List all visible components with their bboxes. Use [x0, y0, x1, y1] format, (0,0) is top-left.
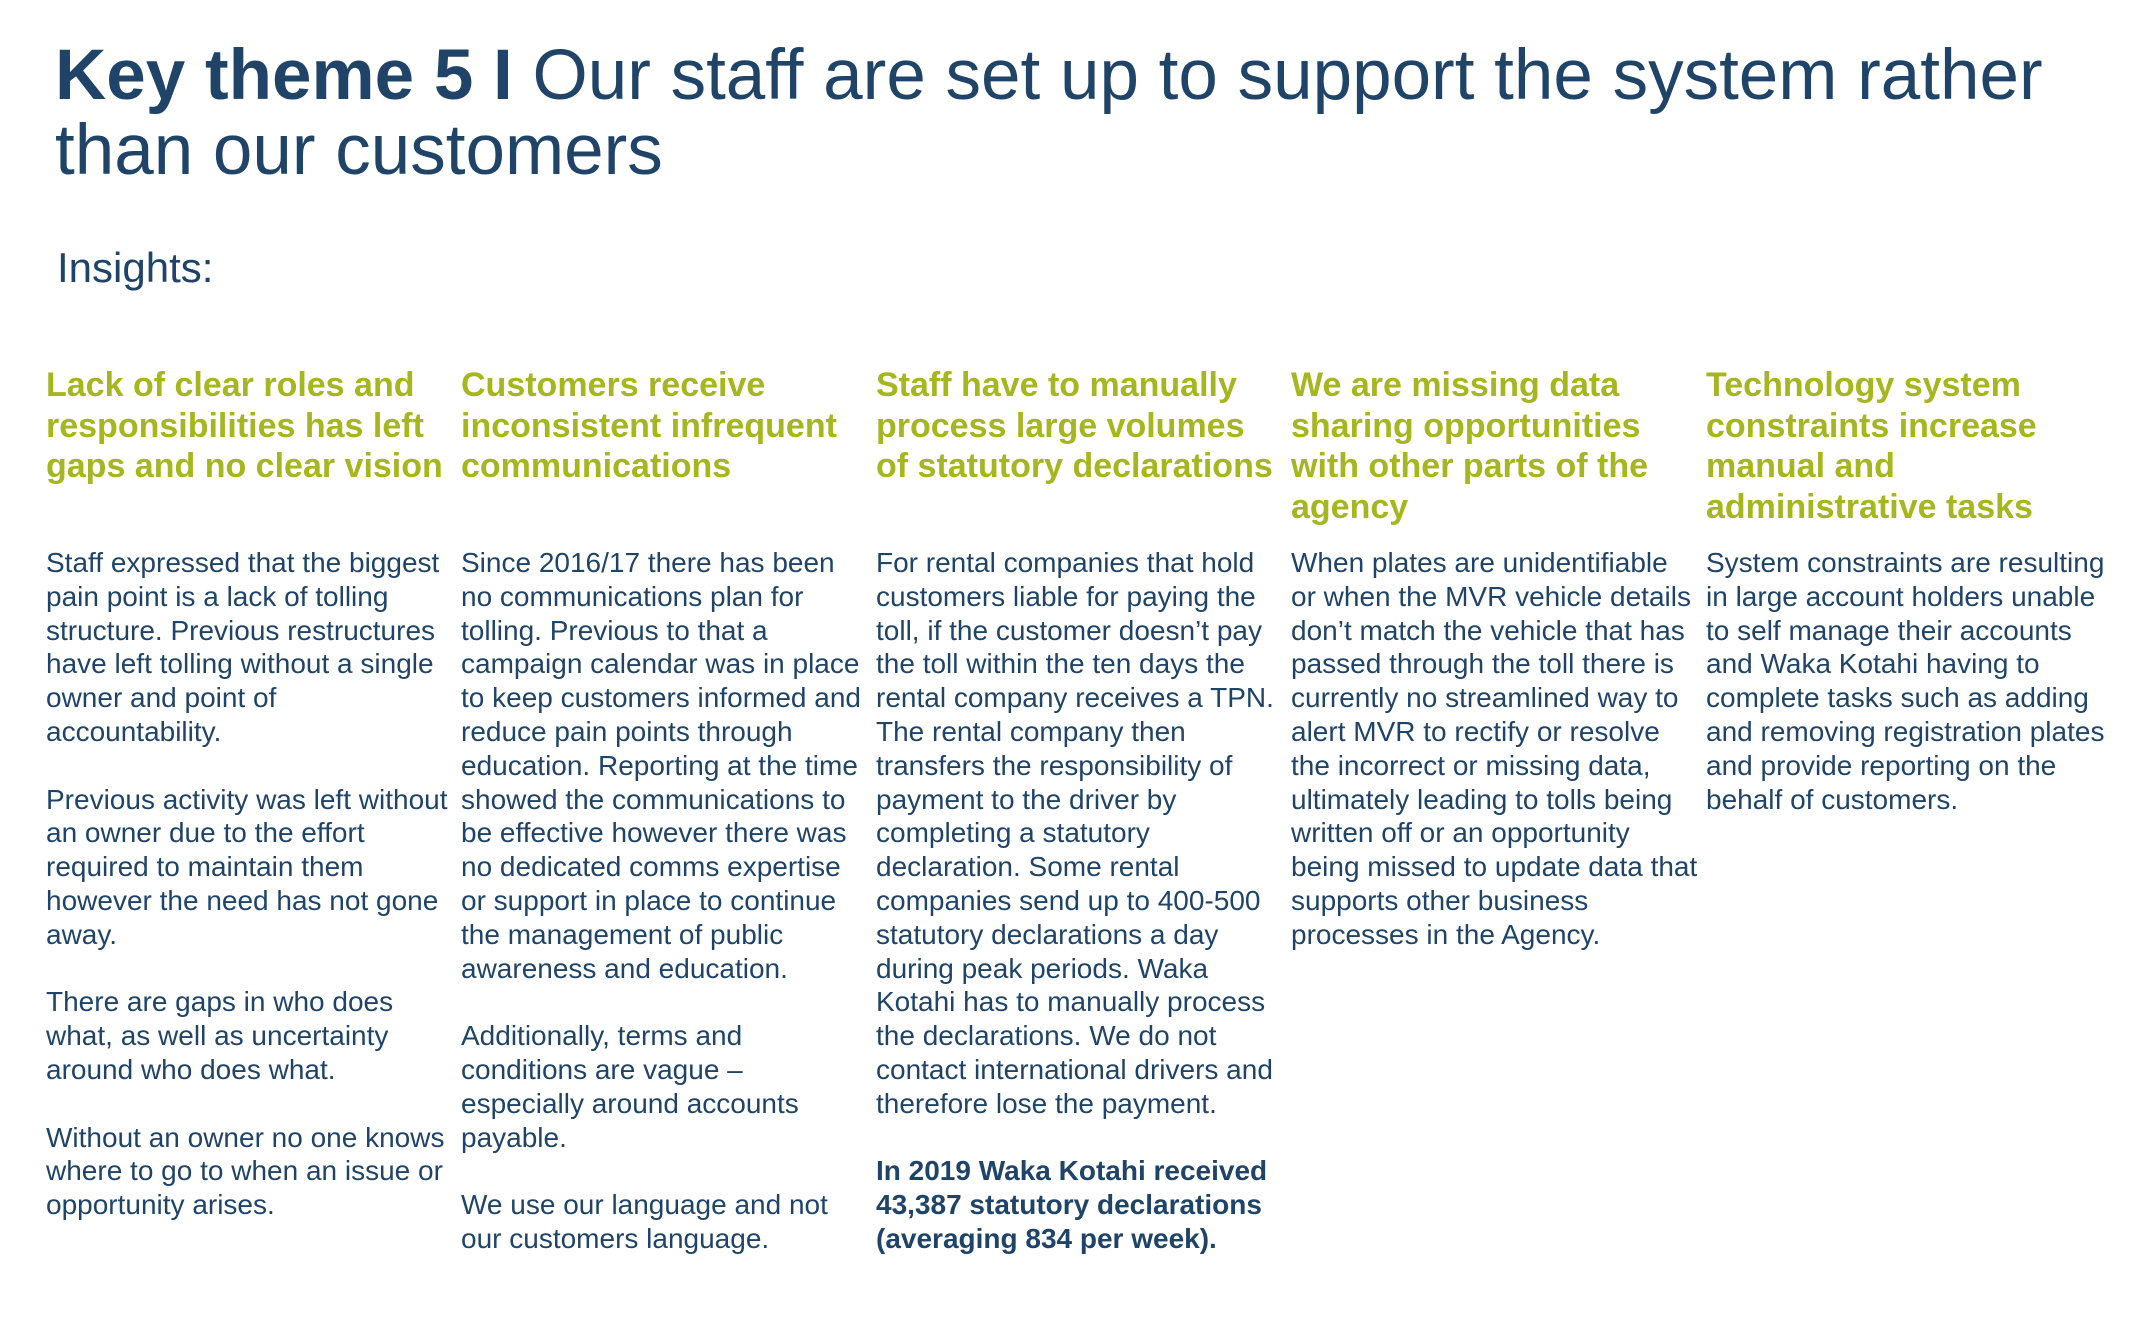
- title-prefix: Key theme 5 I: [55, 36, 513, 115]
- page-title: [55, 38, 2075, 188]
- column-paragraph: For rental companies that hold customers liable for paying the toll, if the customer doesn’t pay the toll within the ten days the rental company receives a TPN. The rental company then transfers the responsibility of payment to the driver by completing a statutory declaration. Some rental companies send up to 400-500 statutory declarations a day during peak periods. Waka Kotahi has to manually process the declarations. We do not contact international drivers and therefore lose the payment.: [876, 547, 1274, 1119]
- insight-column-data-sharing: [1291, 365, 1706, 1256]
- column-heading: Technology system constraints increase manual and administrative tasks: [1706, 366, 2037, 526]
- highlight-statistic: In 2019 Waka Kotahi received 43,387 statutory declarations (averaging 834 per week).: [876, 1155, 1268, 1254]
- column-heading: Staff have to manually process large volumes of statutory declarations: [876, 366, 1273, 485]
- column-heading: Lack of clear roles and responsibilities has left gaps and no clear vision: [46, 366, 443, 485]
- column-paragraph: Previous activity was left without an owner due to the effort required to maintain them however the need has not gone away.: [46, 783, 448, 950]
- column-paragraph: Additionally, terms and conditions are vague – especially around accounts payable.: [461, 1020, 799, 1153]
- insight-column-statutory-declarations: [876, 365, 1291, 1256]
- column-body: [1291, 546, 1706, 952]
- column-paragraph: Staff expressed that the biggest pain point is a lack of tolling structure. Previous restructures have left tolling without a single owner and point of accountability.: [46, 547, 440, 747]
- column-paragraph: Since 2016/17 there has been no communications plan for tolling. Previous to that a campaign calendar was in place to keep customers informed and reduce pain points through education. Reporting at the time showed the communications to be effective however there was no dedicated comms expertise or support in place to continue the management of public awareness and education.: [461, 547, 861, 984]
- column-body: [1706, 546, 2121, 816]
- column-heading: We are missing data sharing opportunities with other parts of the agency: [1291, 366, 1648, 526]
- insight-columns: [46, 365, 2106, 1256]
- column-paragraph: Without an owner no one knows where to go to when an issue or opportunity arises.: [46, 1121, 445, 1221]
- column-paragraph: We use our language and not our customers language.: [461, 1189, 828, 1254]
- title-text: Our staff are set up to support the system rather than our customers: [55, 36, 2043, 190]
- insight-column-roles: [46, 365, 461, 1256]
- column-paragraph: When plates are unidentifiable or when the MVR vehicle details don’t match the vehicle that has passed through the toll there is currently no streamlined way to alert MVR to rectify or resolve the incorrect or missing data, ultimately leading to tolls being written off or an opportunity being missed to update data that supports other business processes in the Agency.: [1291, 547, 1698, 950]
- insight-column-technology: [1706, 365, 2121, 1256]
- column-paragraph: System constraints are resulting in large account holders unable to self manage their accounts and Waka Kotahi having to complete tasks such as adding and removing registration plates and provide reporting on the behalf of customers.: [1706, 547, 2105, 815]
- insight-column-communications: [461, 365, 876, 1256]
- insights-label: Insights:: [57, 244, 214, 291]
- column-body: [46, 546, 461, 1222]
- column-body: [876, 546, 1291, 1256]
- column-paragraph: There are gaps in who does what, as well as uncertainty around who does what.: [46, 986, 394, 1085]
- column-heading: Customers receive inconsistent infrequent communications: [461, 366, 837, 485]
- column-body: [461, 546, 876, 1256]
